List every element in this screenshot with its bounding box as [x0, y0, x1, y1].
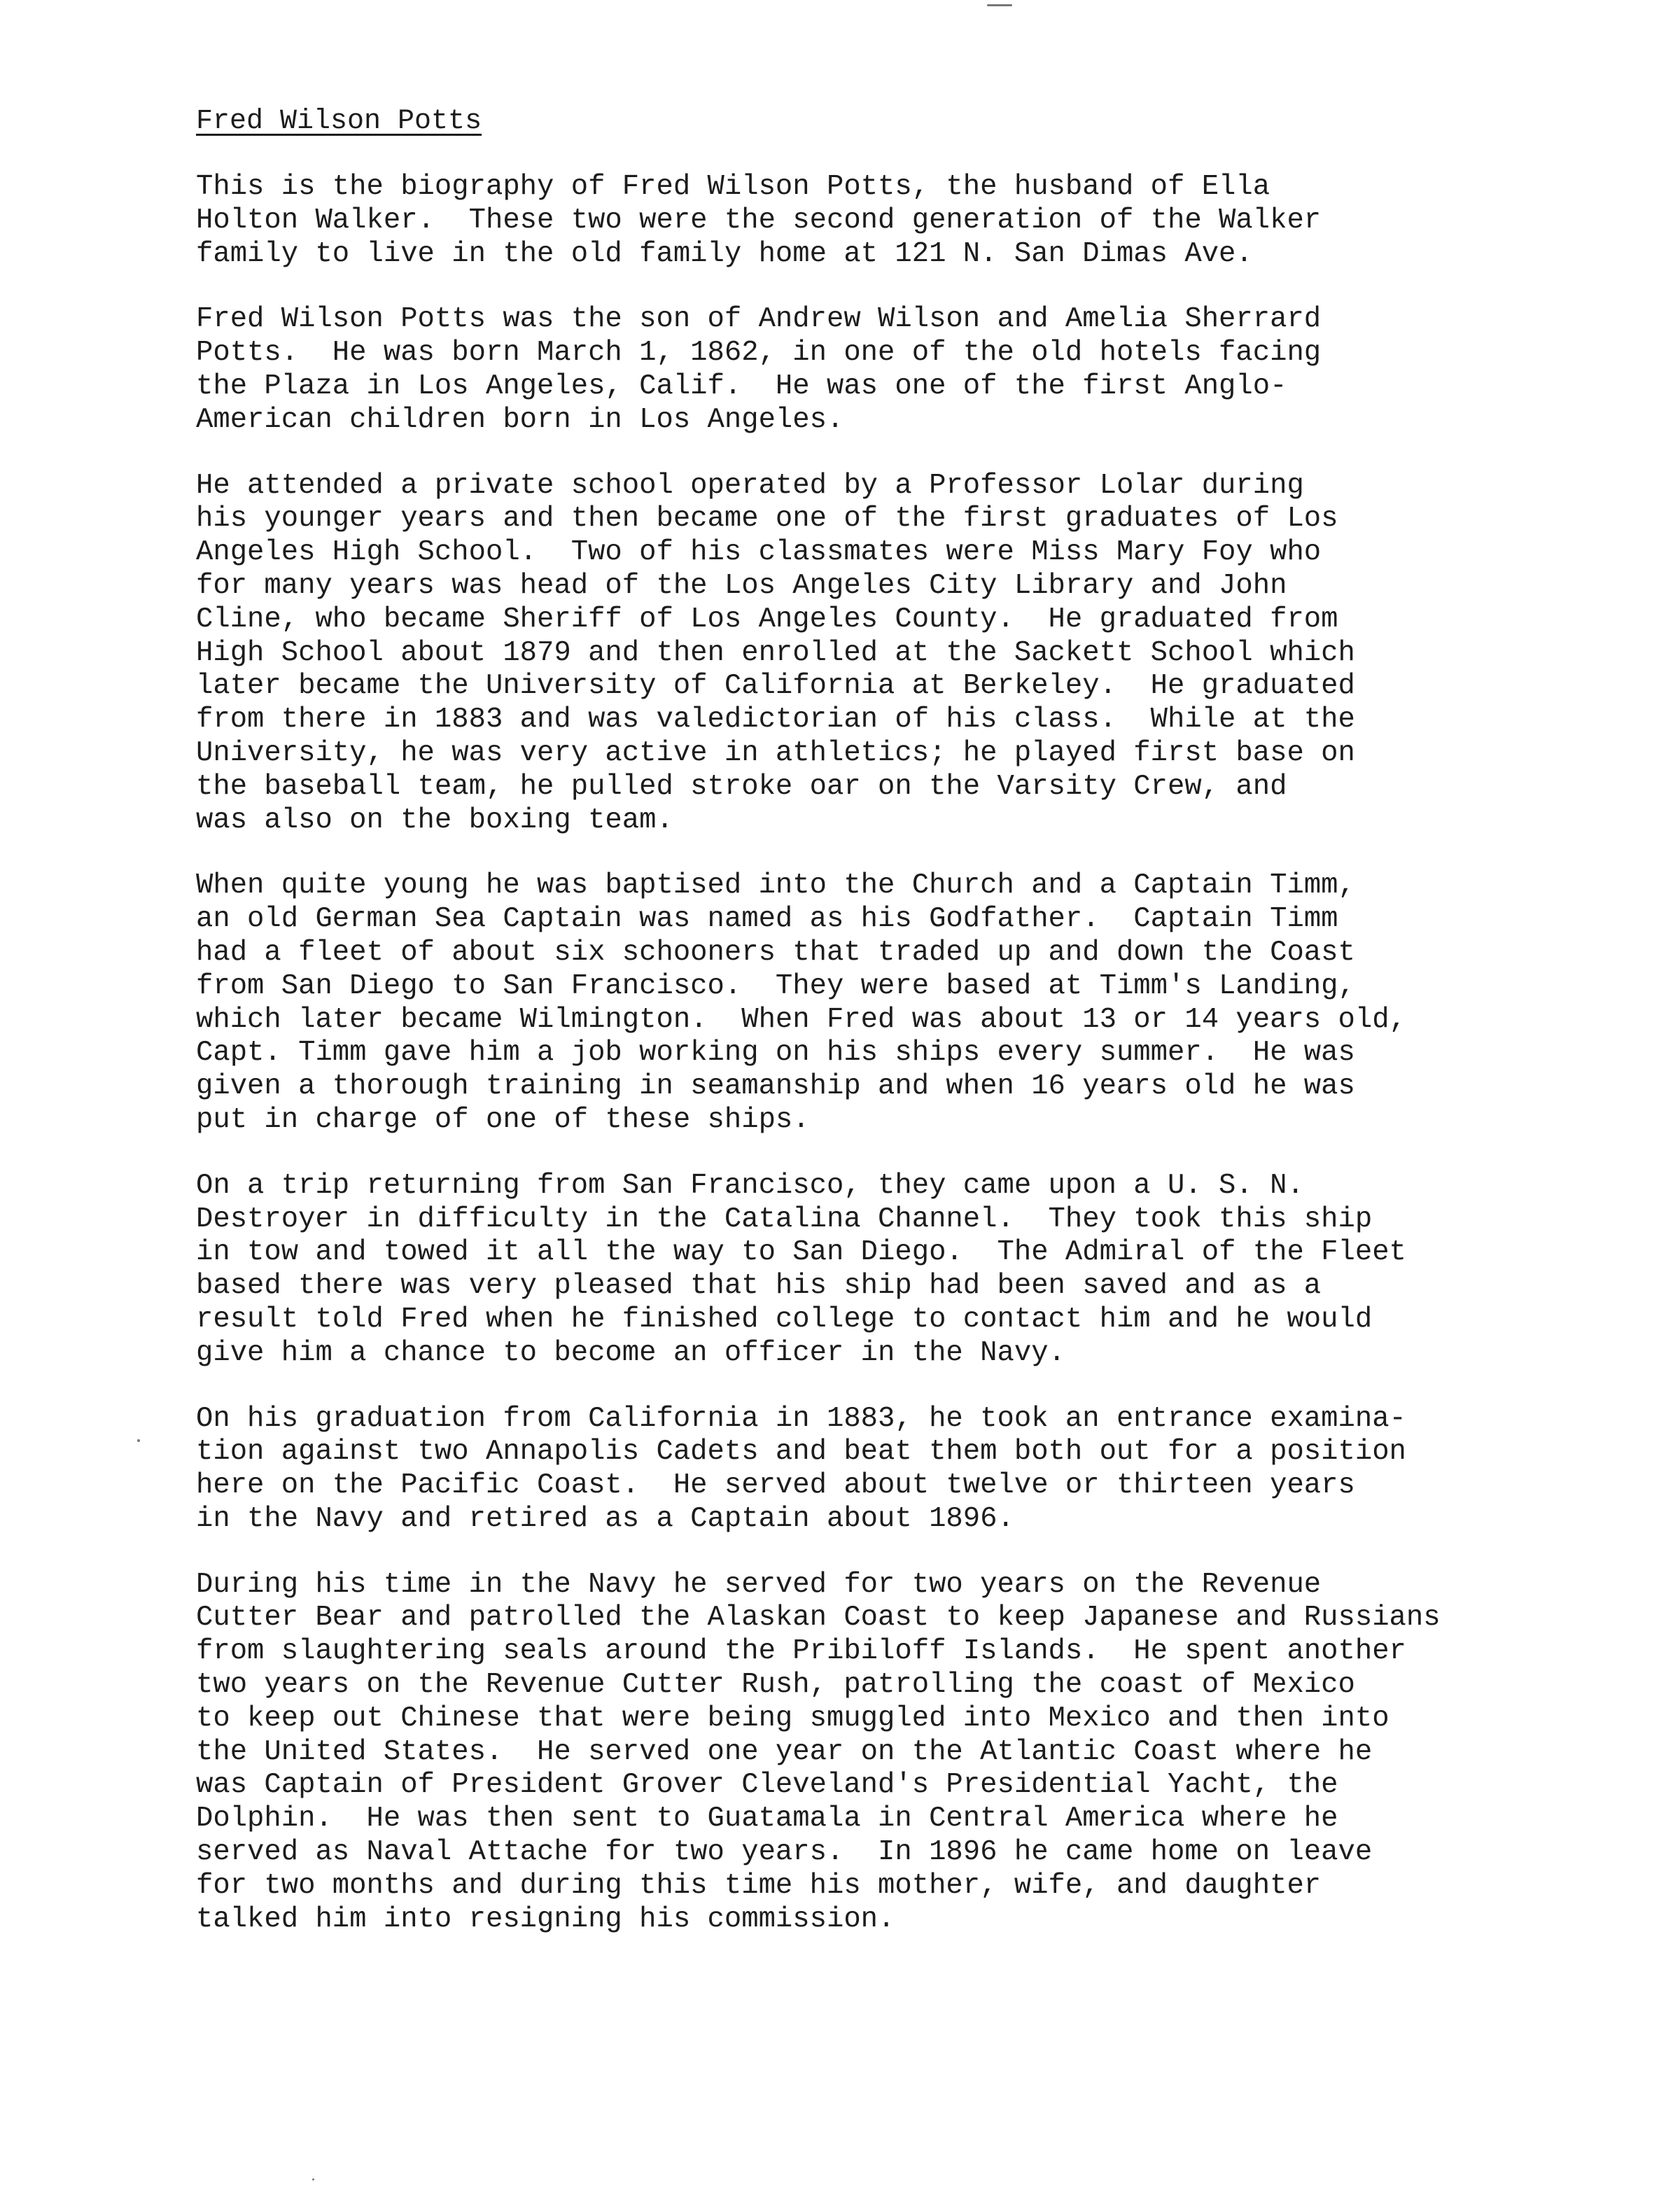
paragraph: [196, 470, 1673, 838]
text-line: This is the biography of Fred Wilson Potts, the husband of Ella: [196, 171, 1270, 203]
document-body: [196, 171, 1673, 1936]
document-title: Fred Wilson Potts: [196, 106, 482, 137]
text-line: He attended a private school operated by a Professor Lolar during: [196, 469, 1304, 502]
text-line: give him a chance to become an officer in the Navy.: [196, 1336, 1065, 1369]
text-line: talked him into resigning his commission.: [196, 1903, 895, 1935]
text-line: High School about 1879 and then enrolled at the Sackett School which: [196, 636, 1355, 669]
text-line: Capt. Timm gave him a job working on his ships every summer. He was: [196, 1037, 1355, 1070]
text-line: On his graduation from California in 1883, he took an entrance examina-: [196, 1402, 1406, 1435]
text-line: from there in 1883 and was valedictorian of his class. While at the: [196, 704, 1355, 736]
text-line: Holton Walker. These two were the second generation of the Walker: [196, 204, 1322, 237]
text-line: in tow and towed it all the way to San Diego. The Admiral of the Fleet: [196, 1236, 1406, 1269]
paragraph: [196, 1403, 1673, 1536]
text-line: University, he was very active in athletics; he played first base on: [196, 736, 1355, 769]
text-line: here on the Pacific Coast. He served about twelve or thirteen years: [196, 1469, 1355, 1502]
text-line: the Plaza in Los Angeles, Calif. He was one of the first Anglo-: [196, 370, 1287, 402]
text-line: Cutter Bear and patrolled the Alaskan Coast to keep Japanese and Russians: [196, 1602, 1441, 1634]
text-line: American children born in Los Angeles.: [196, 403, 844, 436]
text-line: Fred Wilson Potts was the son of Andrew Wilson and Amelia Sherrard: [196, 303, 1322, 336]
text-line: an old German Sea Captain was named as his Godfather. Captain Timm: [196, 903, 1338, 936]
text-line: from slaughtering seals around the Pribiloff Islands. He spent another: [196, 1635, 1406, 1668]
text-line: two years on the Revenue Cutter Rush, patrolling the coast of Mexico: [196, 1669, 1355, 1702]
text-line: the baseball team, he pulled stroke oar on the Varsity Crew, and: [196, 770, 1287, 803]
text-line: Potts. He was born March 1, 1862, in one of the old hotels facing: [196, 337, 1322, 370]
text-line: was also on the boxing team.: [196, 804, 673, 836]
text-line: During his time in the Navy he served for two years on the Revenue: [196, 1568, 1322, 1601]
text-line: served as Naval Attache for two years. In 1896 he came home on leave: [196, 1836, 1373, 1869]
paragraph: [196, 1170, 1673, 1371]
text-line: the United States. He served one year on the Atlantic Coast where he: [196, 1735, 1373, 1768]
text-line: On a trip returning from San Francisco, they came upon a U. S. N.: [196, 1169, 1304, 1202]
paragraph: [196, 303, 1673, 437]
text-line: Dolphin. He was then sent to Guatamala in Central America where he: [196, 1802, 1338, 1835]
text-line: Angeles High School. Two of his classmates were Miss Mary Foy who: [196, 536, 1322, 569]
text-line: given a thorough training in seamanship and when 16 years old he was: [196, 1070, 1355, 1103]
text-line: from San Diego to San Francisco. They were based at Timm's Landing,: [196, 969, 1355, 1002]
text-line: for two months and during this time his mother, wife, and daughter: [196, 1869, 1322, 1902]
paragraph: [196, 171, 1673, 271]
text-line: his younger years and then became one of the first graduates of Los: [196, 503, 1338, 536]
text-line: which later became Wilmington. When Fred was about 13 or 14 years old,: [196, 1003, 1406, 1036]
scan-mark-top: [987, 4, 1012, 6]
text-line: to keep out Chinese that were being smuggled into Mexico and then into: [196, 1702, 1390, 1735]
text-line: was Captain of President Grover Cleveland's Presidential Yacht, the: [196, 1769, 1338, 1802]
document-page: [196, 105, 1673, 1968]
text-line: Destroyer in difficulty in the Catalina Channel. They took this ship: [196, 1203, 1373, 1236]
paragraph: [196, 869, 1673, 1137]
text-line: based there was very pleased that his ship had been saved and as a: [196, 1270, 1322, 1303]
text-line: later became the University of California at Berkeley. He graduated: [196, 670, 1355, 703]
text-line: in the Navy and retired as a Captain about 1896.: [196, 1502, 1014, 1535]
scan-speck-bottom: [312, 2178, 314, 2180]
text-line: for many years was head of the Los Angeles City Library and John: [196, 569, 1287, 602]
text-line: result told Fred when he finished college to contact him and he would: [196, 1303, 1373, 1336]
text-line: family to live in the old family home at 121 N. San Dimas Ave.: [196, 237, 1253, 270]
paragraph: [196, 1569, 1673, 1937]
scan-speck-left: [137, 1439, 140, 1442]
text-line: put in charge of one of these ships.: [196, 1103, 810, 1136]
text-line: tion against two Annapolis Cadets and beat them both out for a position: [196, 1436, 1406, 1469]
text-line: Cline, who became Sheriff of Los Angeles County. He graduated from: [196, 603, 1338, 636]
text-line: When quite young he was baptised into the Church and a Captain Timm,: [196, 869, 1355, 902]
text-line: had a fleet of about six schooners that traded up and down the Coast: [196, 936, 1355, 969]
